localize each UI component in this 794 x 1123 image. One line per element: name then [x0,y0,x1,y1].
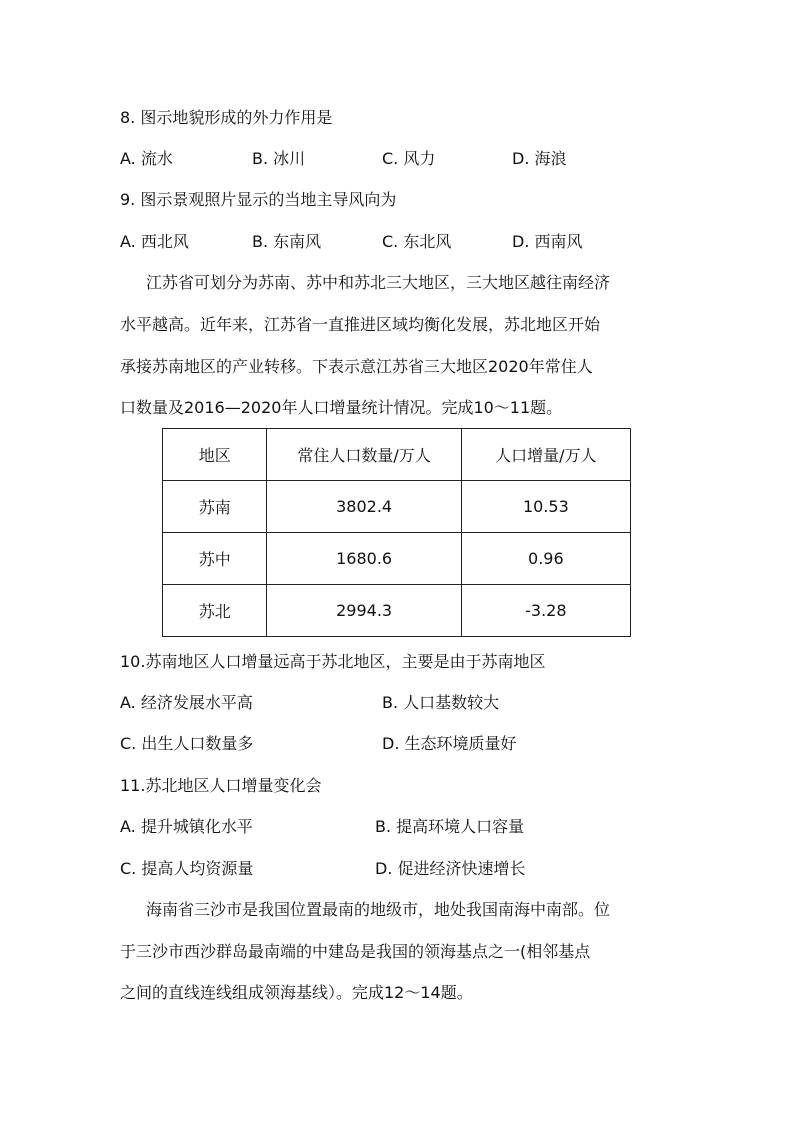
question-11-option-a: A. 提升城镇化水平 [120,817,253,836]
question-8-stem: 8. 图示地貌形成的外力作用是 [120,108,333,127]
table-row [163,481,631,533]
question-9-option-c: C. 东北风 [382,232,452,251]
table-cell: 3802.4 [267,481,461,533]
table-cell: 苏南 [163,481,267,533]
question-9-stem: 9. 图示景观照片显示的当地主导风向为 [120,190,397,209]
question-9-option-a: A. 西北风 [120,232,189,251]
table-cell: 2994.3 [267,585,461,637]
passage-1-line-2: 水平越高。近年来，江苏省一直推进区域均衡化发展，苏北地区开始 [120,315,601,334]
question-8-option-d: D. 海浪 [512,149,567,168]
population-table [162,428,631,637]
question-10-stem: 10.苏南地区人口增量远高于苏北地区，主要是由于苏南地区 [120,652,546,671]
passage-2-line-3: 之间的直线连线组成领海基线）。完成12～14题。 [120,983,473,1002]
table-header-cell: 地区 [163,429,267,481]
question-8-option-c: C. 风力 [382,149,436,168]
question-8-option-b: B. 冰川 [252,149,306,168]
table-cell: 1680.6 [267,533,461,585]
question-10-option-b: B. 人口基数较大 [382,693,500,712]
passage-1-line-4: 口数量及2016—2020年人口增量统计情况。完成10～11题。 [120,398,563,417]
question-9-option-d: D. 西南风 [512,232,583,251]
question-10-option-a: A. 经济发展水平高 [120,693,253,712]
table-row [163,585,631,637]
table-cell: 苏中 [163,533,267,585]
table-cell: 0.96 [461,533,630,585]
passage-2-line-1: 海南省三沙市是我国位置最南的地级市，地处我国南海中南部。位 [146,900,611,919]
passage-1-line-3: 承接苏南地区的产业转移。下表示意江苏省三大地区2020年常住人 [120,357,593,376]
question-10-option-d: D. 生态环境质量好 [382,734,517,753]
passage-2-line-2: 于三沙市西沙群岛最南端的中建岛是我国的领海基点之一(相邻基点 [120,942,591,961]
question-11-option-c: C. 提高人均资源量 [120,859,254,878]
table-header-row [163,429,631,481]
question-10-option-c: C. 出生人口数量多 [120,734,254,753]
question-8-option-a: A. 流水 [120,149,173,168]
table-cell: 10.53 [461,481,630,533]
table-header-cell: 常住人口数量/万人 [267,429,461,481]
question-11-option-b: B. 提高环境人口容量 [375,817,525,836]
question-11-stem: 11.苏北地区人口增量变化会 [120,776,322,795]
passage-1-line-1: 江苏省可划分为苏南、苏中和苏北三大地区，三大地区越往南经济 [146,273,611,292]
table-row [163,533,631,585]
question-9-option-b: B. 东南风 [252,232,322,251]
table-header-cell: 人口增量/万人 [461,429,630,481]
table-cell: -3.28 [461,585,630,637]
question-11-option-d: D. 促进经济快速增长 [375,859,526,878]
table-cell: 苏北 [163,585,267,637]
